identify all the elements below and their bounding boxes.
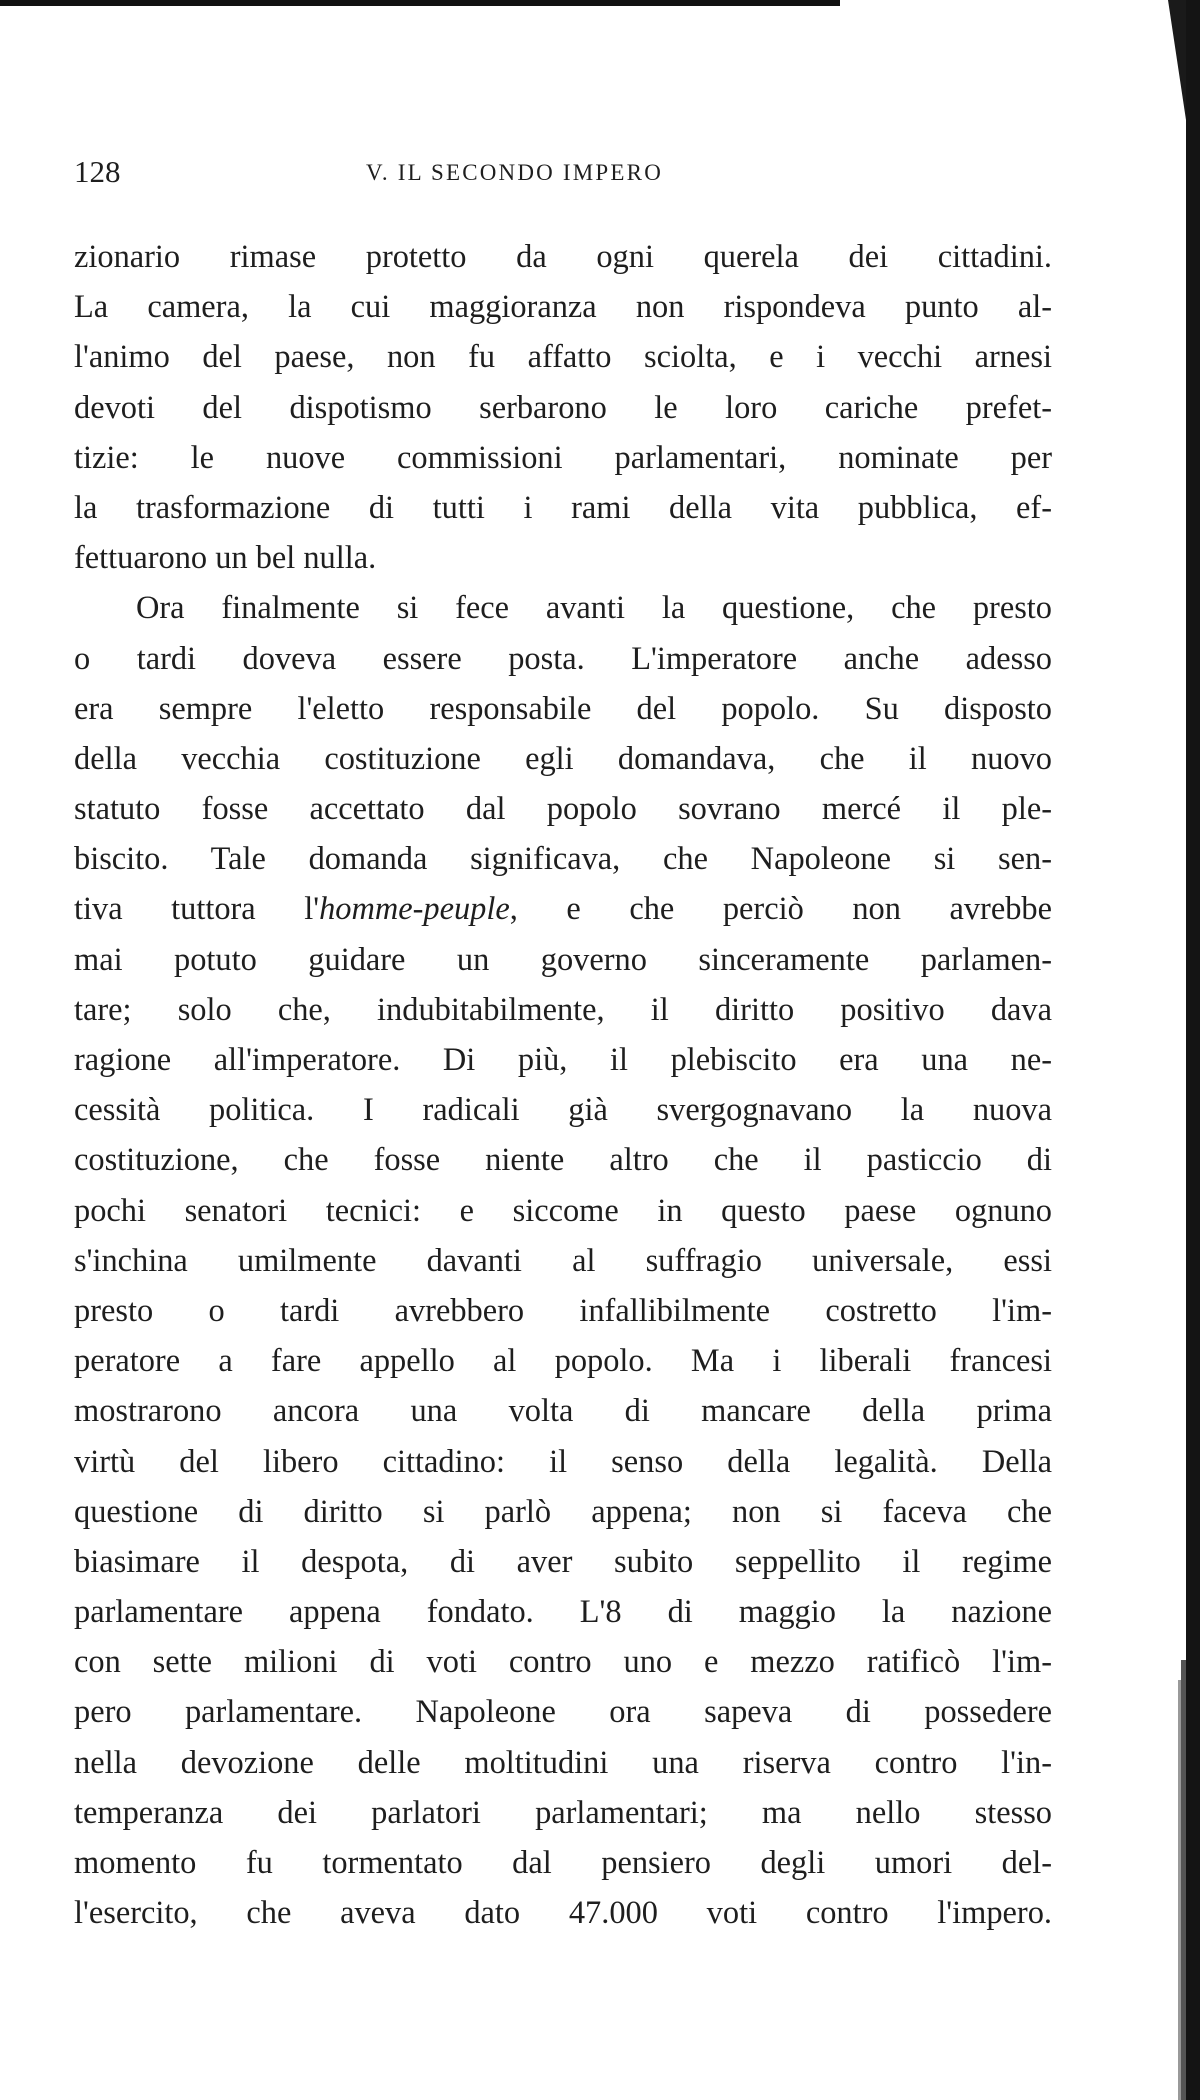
body-text bbox=[74, 232, 1052, 1938]
text-line: La camera, la cui maggioranza non rispondeva punto al- bbox=[74, 289, 1052, 326]
text-line: costituzione, che fosse niente altro che il pasticcio di bbox=[74, 1142, 1052, 1179]
text-line: presto o tardi avrebbero infallibilmente costretto l'im- bbox=[74, 1292, 1052, 1329]
running-head: V. IL SECONDO IMPERO bbox=[366, 160, 664, 185]
italic-phrase: homme-peuple bbox=[319, 891, 510, 928]
paragraph-first-line: Ora finalmente si fece avanti la questione, che presto bbox=[136, 590, 1052, 627]
text-line: peratore a fare appello al popolo. Ma i liberali francesi bbox=[74, 1343, 1052, 1380]
page-edge-shadow bbox=[1148, 0, 1200, 2100]
text-line: era sempre l'eletto responsabile del popolo. Su disposto bbox=[74, 690, 1052, 727]
text-line: tizie: le nuove commissioni parlamentari, nominate per bbox=[74, 439, 1052, 476]
text-line: pero parlamentare. Napoleone ora sapeva di possedere bbox=[74, 1694, 1052, 1731]
text-line: della vecchia costituzione egli domandava, che il nuovo bbox=[74, 740, 1052, 777]
text-line: pochi senatori tecnici: e siccome in questo paese ognuno bbox=[74, 1192, 1052, 1229]
text-line: mai potuto guidare un governo sinceramente parlamen- bbox=[74, 941, 1052, 978]
text-line: con sette milioni di voti contro uno e mezzo ratificò l'im- bbox=[74, 1644, 1052, 1681]
text-line: biasimare il despota, di aver subito seppellito il regime bbox=[74, 1543, 1052, 1580]
text-line: ragione all'imperatore. Di più, il plebiscito era una ne- bbox=[74, 1042, 1052, 1078]
page-number: 128 bbox=[74, 154, 121, 189]
text-line: fettuarono un bel nulla. bbox=[74, 540, 377, 577]
text-line: l'esercito, che aveva dato 47.000 voti contro l'impero. bbox=[74, 1895, 1052, 1932]
top-border-rule bbox=[0, 0, 840, 6]
text-line: momento fu tormentato dal pensiero degli umori del- bbox=[74, 1845, 1052, 1881]
text-line: biscito. Tale domanda significava, che Napoleone si sen- bbox=[74, 841, 1052, 878]
text-line-italic bbox=[74, 884, 1052, 934]
text-line: l'animo del paese, non fu affatto sciolta, e i vecchi arnesi bbox=[74, 339, 1052, 376]
text-line: devoti del dispotismo serbarono le loro cariche prefet- bbox=[74, 389, 1052, 426]
text-line: mostrarono ancora una volta di mancare della prima bbox=[74, 1393, 1052, 1430]
text-line: s'inchina umilmente davanti al suffragio universale, essi bbox=[74, 1242, 1052, 1279]
text-segment: , e che perciò non avrebbe bbox=[509, 891, 1052, 928]
text-line: nella devozione delle moltitudini una riserva contro l'in- bbox=[74, 1744, 1052, 1781]
text-line: virtù del libero cittadino: il senso della legalità. Della bbox=[74, 1443, 1052, 1480]
text-line: la trasformazione di tutti i rami della vita pubblica, ef- bbox=[74, 489, 1052, 526]
text-segment: tiva tuttora l' bbox=[74, 891, 320, 928]
text-line: temperanza dei parlatori parlamentari; ma nello stesso bbox=[74, 1794, 1052, 1831]
text-line: zionario rimase protetto da ogni querela dei cittadini. bbox=[74, 239, 1052, 275]
text-line: questione di diritto si parlò appena; non si faceva che bbox=[74, 1493, 1052, 1530]
text-line: tare; solo che, indubitabilmente, il diritto positivo dava bbox=[74, 991, 1052, 1028]
page-header bbox=[74, 154, 1070, 194]
text-line: statuto fosse accettato dal popolo sovrano mercé il ple- bbox=[74, 791, 1052, 828]
text-line: cessità politica. I radicali già svergognavano la nuova bbox=[74, 1092, 1052, 1129]
text-line: parlamentare appena fondato. L'8 di maggio la nazione bbox=[74, 1594, 1052, 1631]
text-line: o tardi doveva essere posta. L'imperatore anche adesso bbox=[74, 640, 1052, 677]
